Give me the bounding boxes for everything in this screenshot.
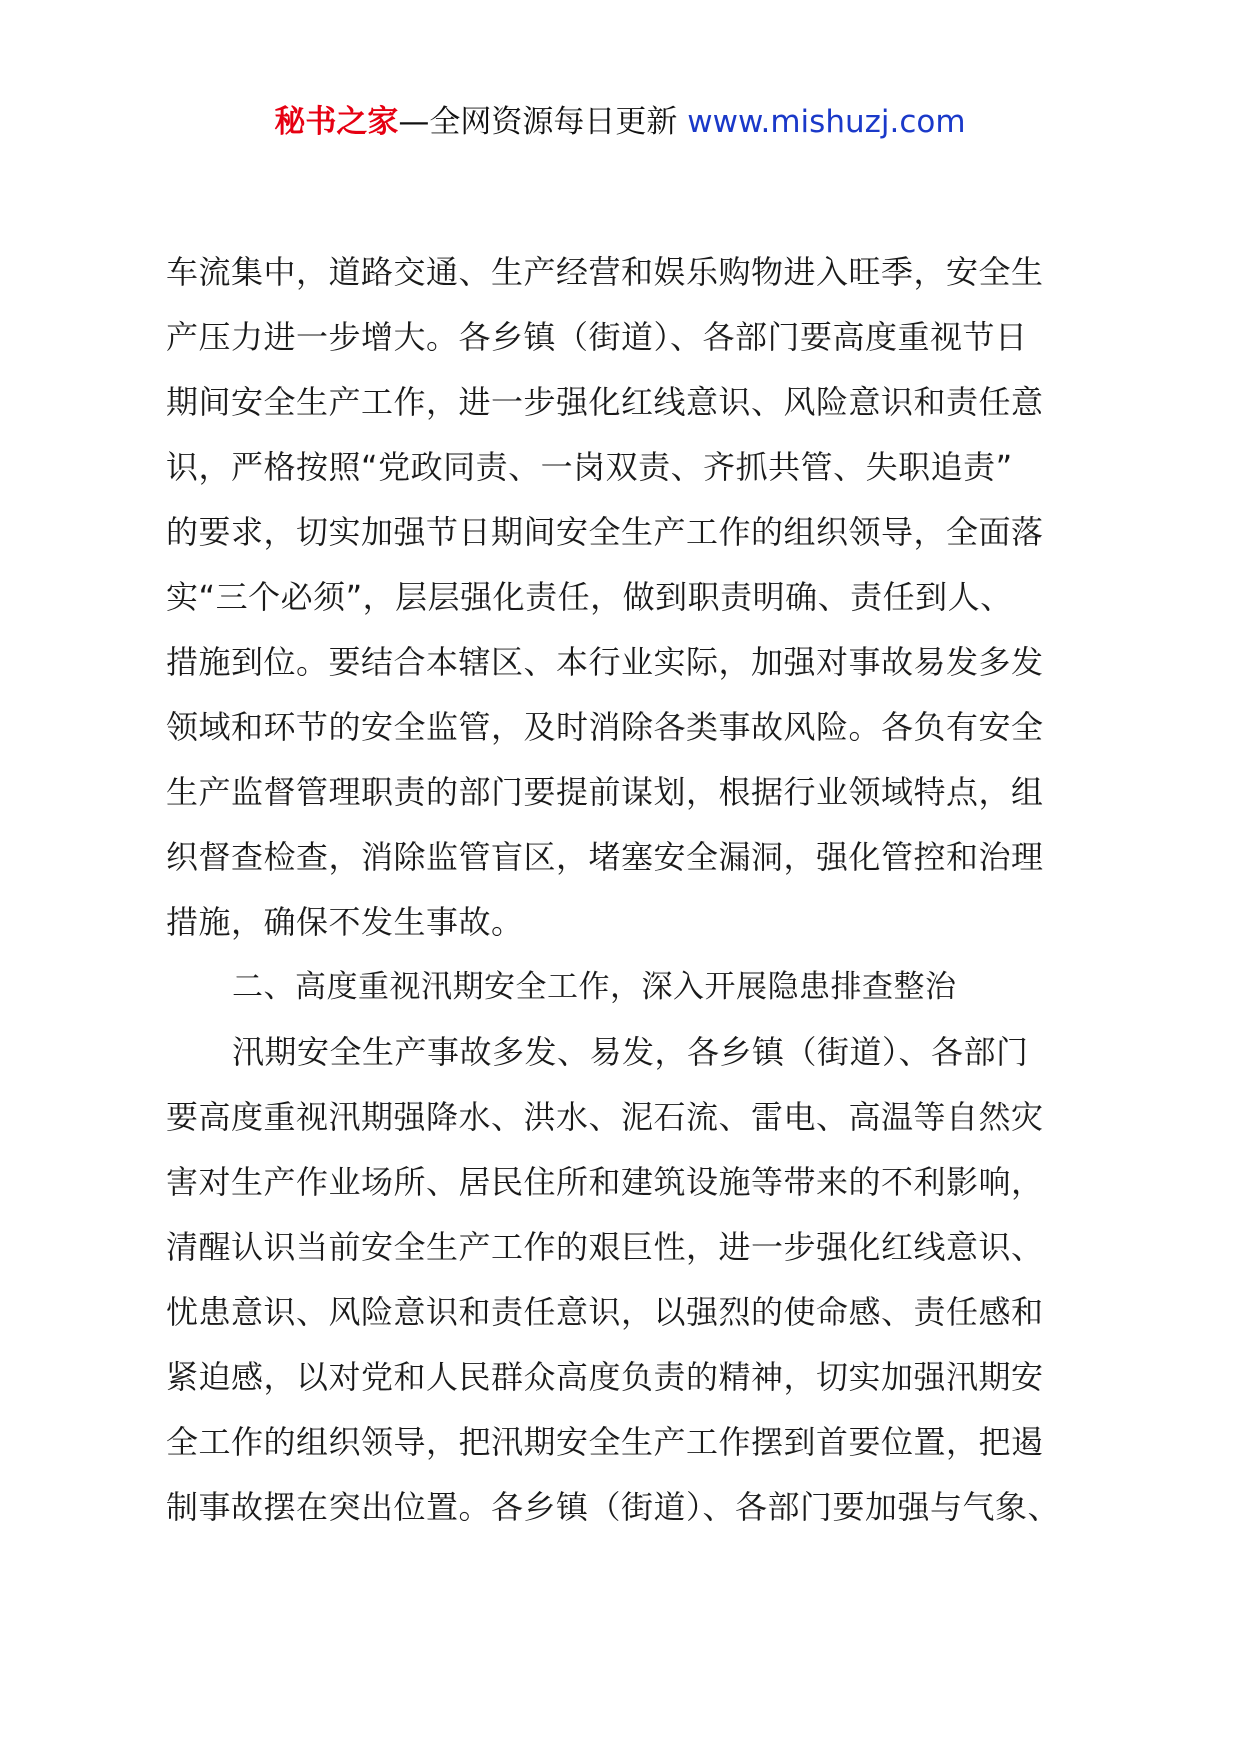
- body-text-line: 识，严格按照“党政同责、一岗双责、齐抓共管、失职追责”: [166, 448, 1013, 486]
- header-brand: 秘书之家: [274, 104, 399, 140]
- page-header: [0, 100, 1240, 144]
- body-text-line: 织督查检查，消除监管盲区，堵塞安全漏洞，强化管控和治理: [166, 838, 1044, 876]
- body-text-line: 制事故摆在突出位置。各乡镇（街道）、各部门要加强与气象、: [166, 1488, 1061, 1526]
- header-slogan: —全网资源每日更新: [398, 104, 688, 140]
- body-text-line: 期间安全生产工作，进一步强化红线意识、风险意识和责任意: [166, 383, 1044, 421]
- body-text-line: 车流集中，道路交通、生产经营和娱乐购物进入旺季，安全生: [166, 253, 1044, 291]
- body-text-line: 全工作的组织领导，把汛期安全生产工作摆到首要位置，把遏: [166, 1423, 1044, 1461]
- body-text-line: 实“三个必须”，层层强化责任，做到职责明确、责任到人、: [166, 578, 1013, 616]
- section-heading: 二、高度重视汛期安全工作，深入开展隐患排查整治: [232, 969, 957, 1005]
- body-text-line: 清醒认识当前安全生产工作的艰巨性，进一步强化红线意识、: [166, 1228, 1044, 1266]
- document-body: [166, 240, 1096, 1540]
- header-url-link[interactable]: www.mishuzj.com: [687, 104, 966, 140]
- body-text-line: 产压力进一步增大。各乡镇（街道）、各部门要高度重视节日: [166, 318, 1028, 356]
- body-text-line: 紧迫感，以对党和人民群众高度负责的精神，切实加强汛期安: [166, 1358, 1044, 1396]
- body-text-line: 措施，确保不发生事故。: [166, 903, 524, 941]
- body-text-line: 忧患意识、风险意识和责任意识，以强烈的使命感、责任感和: [166, 1293, 1044, 1331]
- body-text-line: 汛期安全生产事故多发、易发，各乡镇（街道）、各部门: [232, 1033, 1029, 1071]
- body-text-line: 措施到位。要结合本辖区、本行业实际，加强对事故易发多发: [166, 643, 1044, 681]
- body-text-line: 的要求，切实加强节日期间安全生产工作的组织领导，全面落: [166, 513, 1044, 551]
- body-text-line: 领域和环节的安全监管，及时消除各类事故风险。各负有安全: [166, 708, 1044, 746]
- body-text-line: 害对生产作业场所、居民住所和建筑设施等带来的不利影响，: [166, 1163, 1044, 1201]
- body-text-line: 要高度重视汛期强降水、洪水、泥石流、雷电、高温等自然灾: [166, 1098, 1044, 1136]
- body-text-line: 生产监督管理职责的部门要提前谋划，根据行业领域特点，组: [166, 773, 1044, 811]
